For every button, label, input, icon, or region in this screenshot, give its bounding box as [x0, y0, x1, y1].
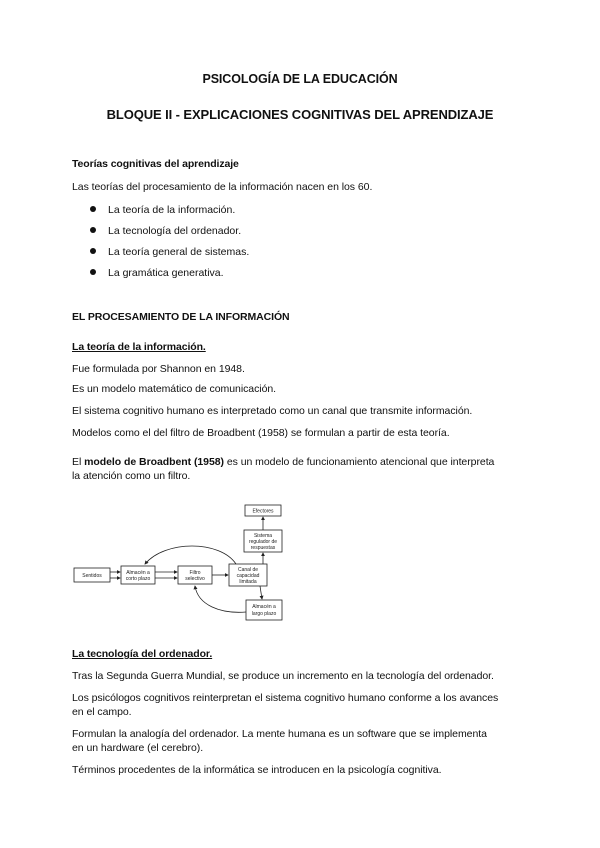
list-item: La teoría general de sistemas. — [90, 246, 249, 258]
bullet-icon — [90, 206, 96, 212]
broadbent-paragraph-line2: la atención como un filtro. — [72, 470, 191, 482]
bullet-icon — [90, 227, 96, 233]
subsection-heading-information-theory: La teoría de la información. — [72, 341, 206, 353]
label-sistema-2: regulador de — [248, 539, 278, 545]
document-title: PSICOLOGÍA DE LA EDUCACIÓN — [202, 72, 398, 86]
list-item: La teoría de la información. — [90, 204, 235, 216]
paragraph: Fue formulada por Shannon en 1948. — [72, 363, 245, 375]
label-canal-3: limitada — [239, 579, 257, 585]
subsection-heading-computer-technology: La tecnología del ordenador. — [72, 648, 213, 660]
label-almacen-largo-1: Almacén a — [252, 604, 276, 610]
paragraph: Formulan la analogía del ordenador. La mente humana es un software que se implementa — [72, 728, 487, 740]
label-filtro-2: selectivo — [185, 576, 205, 582]
broadbent-bold-term: modelo de Broadbent (1958) — [84, 456, 225, 468]
paragraph: Modelos como el del filtro de Broadbent (1958) se formulan a partir de esta teoría. — [72, 427, 450, 439]
label-canal-1: Canal de — [237, 567, 259, 573]
label-sistema-1: Sistema — [253, 533, 273, 539]
paragraph: Tras la Segunda Guerra Mundial, se produce un incremento en la tecnología del ordenador. — [72, 670, 494, 682]
paragraph: en el campo. — [72, 706, 132, 718]
label-canal-2: capacidad — [236, 573, 260, 579]
paragraph: Es un modelo matemático de comunicación. — [72, 383, 277, 395]
box-almacen-largo — [246, 600, 282, 620]
intro-paragraph: Las teorías del procesamiento de la información nacen en los 60. — [72, 181, 373, 193]
label-almacen-corto-2: corto plazo — [125, 576, 151, 582]
paragraph: en un hardware (el cerebro). — [72, 742, 204, 754]
label-almacen-largo-2: largo plazo — [251, 611, 277, 617]
broadbent-model-diagram — [70, 500, 290, 630]
label-filtro-1: Filtro — [189, 570, 201, 576]
bullet-icon — [90, 248, 96, 254]
document-subtitle: BLOQUE II - EXPLICACIONES COGNITIVAS DEL APRENDIZAJE — [106, 107, 494, 122]
list-item: La tecnología del ordenador. — [90, 225, 241, 237]
list-item: La gramática generativa. — [90, 267, 224, 279]
label-sistema-3: respuestas — [250, 545, 276, 551]
bullet-icon — [90, 269, 96, 275]
label-efectores: Efectores — [252, 508, 274, 515]
label-almacen-corto-1: Almacén a — [126, 570, 150, 576]
broadbent-paragraph: El modelo de Broadbent (1958) es un modelo de funcionamiento atencional que interpreta — [72, 456, 495, 468]
paragraph: Términos procedentes de la informática se introducen en la psicología cognitiva. — [72, 764, 442, 776]
section-heading-cognitive-theories: Teorías cognitivas del aprendizaje — [72, 158, 239, 170]
label-sentidos: Sentidos — [82, 573, 102, 579]
paragraph: Los psicólogos cognitivos reinterpretan el sistema cognitivo humano conforme a los avances — [72, 692, 499, 704]
section-heading-information-processing: EL PROCESAMIENTO DE LA INFORMACIÓN — [72, 311, 290, 323]
paragraph: El sistema cognitivo humano es interpretado como un canal que transmite información. — [72, 405, 473, 417]
